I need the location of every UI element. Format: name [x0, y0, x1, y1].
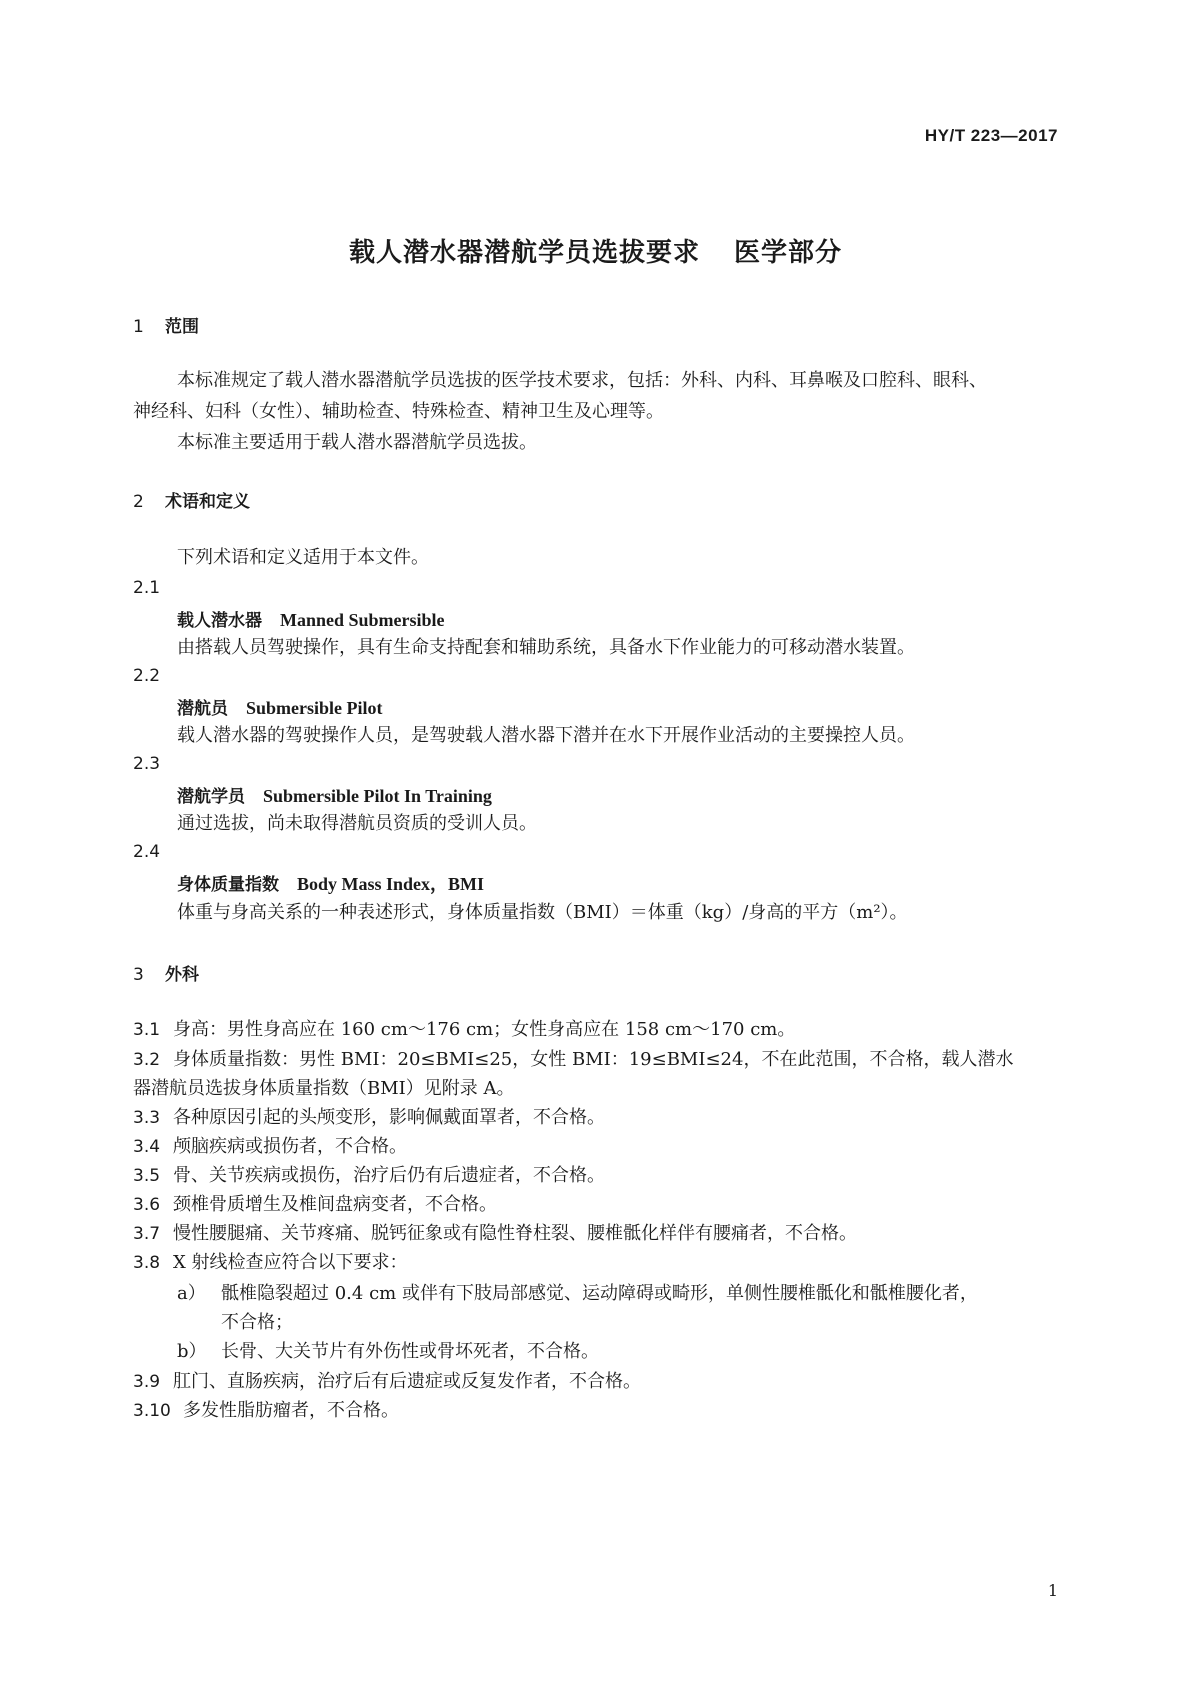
- term-en: Submersible Pilot In Training: [263, 786, 492, 806]
- clause-number: 3.6: [133, 1195, 161, 1215]
- section-1-paragraph-1-line-1: 本标准规定了载人潜水器潜航学员选拔的医学技术要求，包括：外科、内科、耳鼻喉及口腔科、眼科、: [177, 370, 987, 391]
- section-2-heading: [133, 487, 250, 512]
- clause-number: 3.8: [133, 1253, 161, 1273]
- sub-item: [177, 1279, 978, 1305]
- clause-item: [133, 1132, 407, 1158]
- clause-text: 肛门、直肠疾病，治疗后有后遗症或反复发作者，不合格。: [173, 1371, 641, 1392]
- term-number: 2.1: [133, 578, 161, 598]
- clause-item: [133, 1161, 605, 1187]
- term-number: 2.2: [133, 666, 161, 686]
- term-heading: [177, 694, 383, 719]
- term-cn: 潜航员: [177, 699, 228, 719]
- sub-item-text: 骶椎隐裂超过 0.4 cm 或伴有下肢局部感觉、运动障碍或畸形，单侧性腰椎骶化和骶椎腰化者，: [221, 1283, 978, 1304]
- standard-code: HY/T 223—2017: [924, 126, 1058, 145]
- clause-number: 3.5: [133, 1166, 161, 1186]
- clause-number: 3.3: [133, 1108, 161, 1128]
- clause-text: 身高：男性身高应在 160 cm～176 cm；女性身高应在 158 cm～170 cm。: [173, 1019, 796, 1040]
- term-heading: [177, 606, 445, 631]
- sub-item: [177, 1337, 599, 1363]
- clause-number: 3.1: [133, 1020, 161, 1040]
- term-heading: [177, 870, 484, 896]
- section-number: 3: [133, 965, 144, 985]
- section-1-paragraph-1-line-2: 神经科、妇科（女性）、辅助检查、特殊检查、精神卫生及心理等。: [133, 401, 664, 422]
- section-1-paragraph-2: 本标准主要适用于载人潜水器潜航学员选拔。: [177, 432, 537, 453]
- page-number: 1: [1047, 1581, 1058, 1600]
- clause-text-continued: 器潜航员选拔身体质量指数（BMI）见附录 A。: [133, 1078, 515, 1099]
- clause-number: 3.4: [133, 1137, 161, 1157]
- clause-text: 颈椎骨质增生及椎间盘病变者，不合格。: [173, 1194, 497, 1215]
- clause-text: 多发性脂肪瘤者，不合格。: [183, 1400, 399, 1421]
- sub-item-text: 长骨、大关节片有外伤性或骨坏死者，不合格。: [221, 1341, 599, 1362]
- section-number: 1: [133, 317, 144, 337]
- clause-item: [133, 1367, 641, 1393]
- clause-item: [133, 1045, 1013, 1071]
- clause-number: 3.10: [133, 1401, 171, 1421]
- term-number: 2.4: [133, 842, 161, 862]
- section-3-heading: [133, 960, 199, 985]
- clause-number: 3.7: [133, 1224, 161, 1244]
- term-number: 2.3: [133, 754, 161, 774]
- clause-text: 骨、关节疾病或损伤，治疗后仍有后遗症者，不合格。: [173, 1165, 605, 1186]
- section-title: 范围: [165, 317, 199, 337]
- sub-item-label: a）: [177, 1283, 206, 1304]
- section-1-heading: [133, 312, 199, 337]
- term-cn: 身体质量指数: [177, 875, 279, 895]
- document-title: [0, 232, 1191, 269]
- clause-item: [133, 1103, 605, 1129]
- term-heading: [177, 782, 492, 807]
- section-title: 术语和定义: [165, 492, 250, 512]
- term-cn: 载人潜水器: [177, 611, 262, 631]
- clause-item: [133, 1396, 399, 1422]
- section-title: 外科: [165, 965, 199, 985]
- term-en: Body Mass Index，BMI: [297, 874, 485, 894]
- section-number: 2: [133, 492, 144, 512]
- clause-text: 慢性腰腿痛、关节疼痛、脱钙征象或有隐性脊柱裂、腰椎骶化样伴有腰痛者，不合格。: [173, 1223, 857, 1244]
- title-sub: 医学部分: [734, 238, 843, 268]
- term-cn: 潜航学员: [177, 787, 245, 807]
- term-definition: 通过选拔，尚未取得潜航员资质的受训人员。: [177, 813, 537, 834]
- clause-number: 3.9: [133, 1372, 161, 1392]
- title-main: 载人潜水器潜航学员选拔要求: [348, 238, 700, 268]
- term-en: Manned Submersible: [280, 610, 445, 630]
- term-definition: 载人潜水器的驾驶操作人员，是驾驶载人潜水器下潜并在水下开展作业活动的主要操控人员。: [177, 725, 915, 746]
- clause-text: 身体质量指数：男性 BMI：20≤BMI≤25，女性 BMI：19≤BMI≤24，不在此范围，不合格，载人潜水: [173, 1049, 1014, 1070]
- clause-item: [133, 1190, 497, 1216]
- sub-item-label: b）: [177, 1341, 207, 1362]
- clause-text: X 射线检查应符合以下要求：: [173, 1252, 408, 1273]
- clause-item: [133, 1219, 857, 1245]
- clause-item: [133, 1248, 408, 1274]
- clause-item: [133, 1015, 795, 1041]
- sub-item-text-continued: 不合格；: [221, 1312, 293, 1333]
- clause-text: 颅脑疾病或损伤者，不合格。: [173, 1136, 407, 1157]
- clause-number: 3.2: [133, 1050, 161, 1070]
- section-2-intro: 下列术语和定义适用于本文件。: [177, 547, 429, 568]
- clause-text: 各种原因引起的头颅变形，影响佩戴面罩者，不合格。: [173, 1107, 605, 1128]
- term-en: Submersible Pilot: [246, 698, 383, 718]
- term-definition: 体重与身高关系的一种表述形式，身体质量指数（BMI）＝体重（kg）/身高的平方（m²）。: [177, 902, 908, 923]
- term-definition: 由搭载人员驾驶操作，具有生命支持配套和辅助系统，具备水下作业能力的可移动潜水装置。: [177, 637, 915, 658]
